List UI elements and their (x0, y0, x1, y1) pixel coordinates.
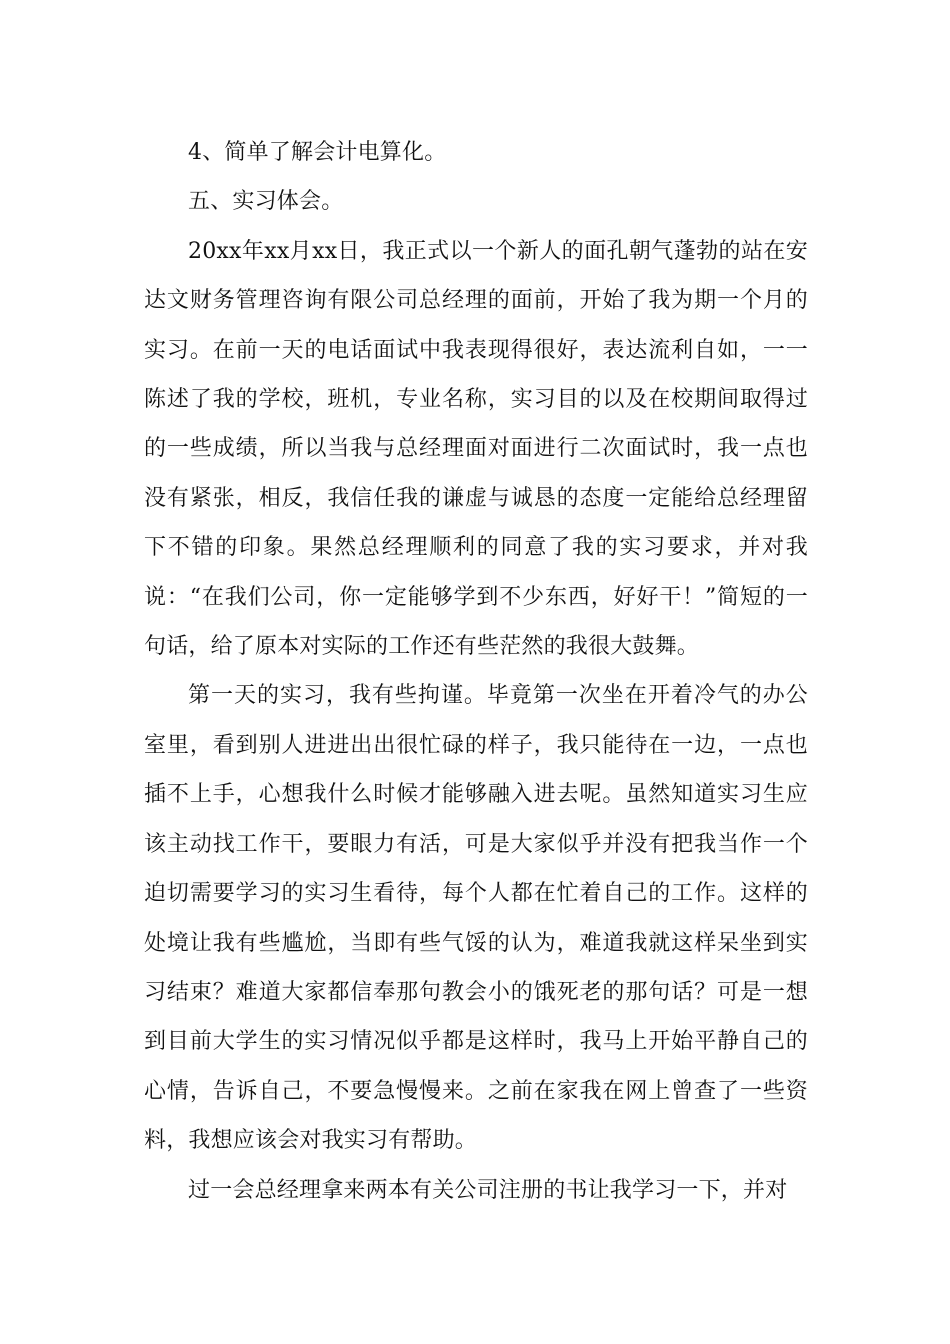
paragraph-manager-books: 过一会总经理拿来两本有关公司注册的书让我学习一下，并对 (188, 1177, 788, 1203)
document-page (144, 128, 808, 1215)
paragraph-first-day-arrival: 20xx年xx月xx日，我正式以一个新人的面孔朝气蓬勃的站在安达文财务管理咨询有限公司总经理的面前，开始了我为期一个月的实习。在前一天的电话面试中我表现得很好，表达流利自如，一一陈述了我的学校，班机，专业名称，实习目的以及在校期间取得过的一些成绩，所以当我与总经理面对面进行二次面试时，我一点也没有紧张，相反，我信任我的谦虚与诚恳的态度一定能给总经理留下不错的印象。果然总经理顺利的同意了我的实习要求，并对我说：“在我们公司，你一定能够学到不少东西，好好干！”简短的一句话，给了原本对实际的工作还有些茫然的我很大鼓舞。 (144, 238, 808, 660)
list-item-computerized-accounting: 4、简单了解会计电算化。 (188, 140, 447, 165)
paragraph-first-day-experience: 第一天的实习，我有些拘谨。毕竟第一次坐在开着冷气的办公室里，看到别人进进出出很忙碌的样子，我只能待在一边，一点也插不上手，心想我什么时候才能够融入进去呢。虽然知道实习生应该主动找工作干，要眼力有活，可是大家似乎并没有把我当作一个迫切需要学习的实习生看待，每个人都在忙着自己的工作。这样的处境让我有些尴尬，当即有些气馁的认为，难道我就这样呆坐到实习结束？难道大家都信奉那句教会小的饿死老的那句话？可是一想到目前大学生的实习情况似乎都是这样时，我马上开始平静自己的心情，告诉自己，不要急慢慢来。之前在家我在网上曾查了一些资料，我想应该会对我实习有帮助。 (144, 683, 808, 1154)
section-heading-internship-reflection: 五、实习体会。 (188, 189, 344, 215)
